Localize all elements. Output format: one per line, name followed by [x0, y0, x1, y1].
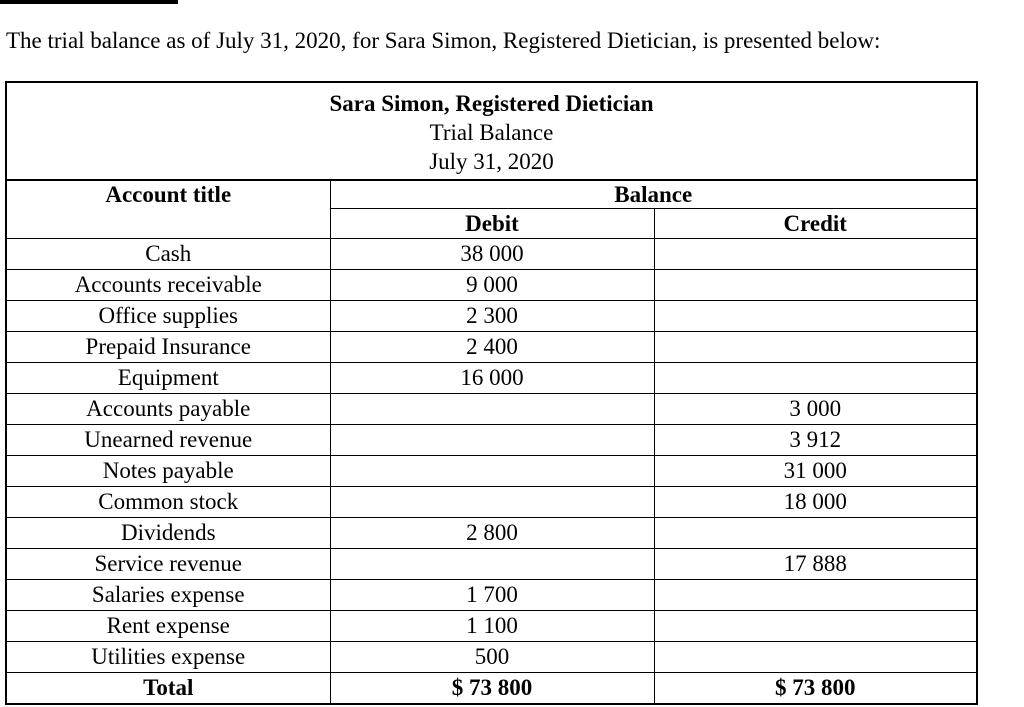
statement-date: July 31, 2020 — [429, 149, 554, 174]
account-cell: Equipment — [6, 363, 330, 394]
table-row — [6, 549, 977, 580]
debit-cell: 9 000 — [330, 270, 654, 301]
debit-cell — [330, 549, 654, 580]
account-cell: Accounts payable — [6, 394, 330, 425]
debit-cell: 1 700 — [330, 580, 654, 611]
table-row — [6, 642, 977, 673]
credit-cell — [654, 518, 977, 549]
statement-title: Trial Balance — [429, 120, 554, 145]
debit-cell — [330, 487, 654, 518]
trial-balance-table — [5, 81, 978, 705]
account-cell: Prepaid Insurance — [6, 332, 330, 363]
account-cell: Unearned revenue — [6, 425, 330, 456]
credit-cell — [654, 642, 977, 673]
credit-cell — [654, 239, 977, 270]
debit-cell — [330, 456, 654, 487]
account-cell: Rent expense — [6, 611, 330, 642]
table-row — [6, 456, 977, 487]
credit-cell: 3 912 — [654, 425, 977, 456]
debit-cell — [330, 394, 654, 425]
account-cell: Accounts receivable — [6, 270, 330, 301]
credit-header: Credit — [654, 209, 977, 239]
table-row — [6, 580, 977, 611]
debit-header: Debit — [330, 209, 654, 239]
table-row — [6, 487, 977, 518]
debit-cell: 500 — [330, 642, 654, 673]
table-row — [6, 394, 977, 425]
debit-cell: 2 800 — [330, 518, 654, 549]
table-row — [6, 301, 977, 332]
total-row — [6, 673, 977, 705]
statement-header — [6, 82, 977, 180]
table-row — [6, 270, 977, 301]
total-label: Total — [6, 673, 330, 705]
credit-cell: 18 000 — [654, 487, 977, 518]
account-title-header: Account title — [6, 180, 330, 239]
debit-cell: 2 400 — [330, 332, 654, 363]
debit-cell — [330, 425, 654, 456]
account-cell: Cash — [6, 239, 330, 270]
credit-cell — [654, 611, 977, 642]
total-debit: $ 73 800 — [330, 673, 654, 705]
account-cell: Utilities expense — [6, 642, 330, 673]
total-credit: $ 73 800 — [654, 673, 977, 705]
credit-cell — [654, 301, 977, 332]
debit-cell: 2 300 — [330, 301, 654, 332]
account-cell: Service revenue — [6, 549, 330, 580]
table-row — [6, 332, 977, 363]
table-row — [6, 518, 977, 549]
account-cell: Dividends — [6, 518, 330, 549]
account-cell: Notes payable — [6, 456, 330, 487]
credit-cell — [654, 270, 977, 301]
account-cell: Salaries expense — [6, 580, 330, 611]
credit-cell: 3 000 — [654, 394, 977, 425]
top-rule — [0, 0, 178, 4]
table-row — [6, 425, 977, 456]
company-name: Sara Simon, Registered Dietician — [329, 91, 654, 116]
intro-text: The trial balance as of July 31, 2020, for Sara Simon, Registered Dietician, is presented below: — [6, 28, 881, 53]
debit-cell: 16 000 — [330, 363, 654, 394]
debit-cell: 1 100 — [330, 611, 654, 642]
credit-cell: 17 888 — [654, 549, 977, 580]
table-row — [6, 611, 977, 642]
table-row — [6, 239, 977, 270]
balance-header: Balance — [330, 180, 977, 209]
account-cell: Office supplies — [6, 301, 330, 332]
debit-cell: 38 000 — [330, 239, 654, 270]
credit-cell — [654, 580, 977, 611]
credit-cell — [654, 363, 977, 394]
credit-cell — [654, 332, 977, 363]
account-cell: Common stock — [6, 487, 330, 518]
table-row — [6, 363, 977, 394]
credit-cell: 31 000 — [654, 456, 977, 487]
